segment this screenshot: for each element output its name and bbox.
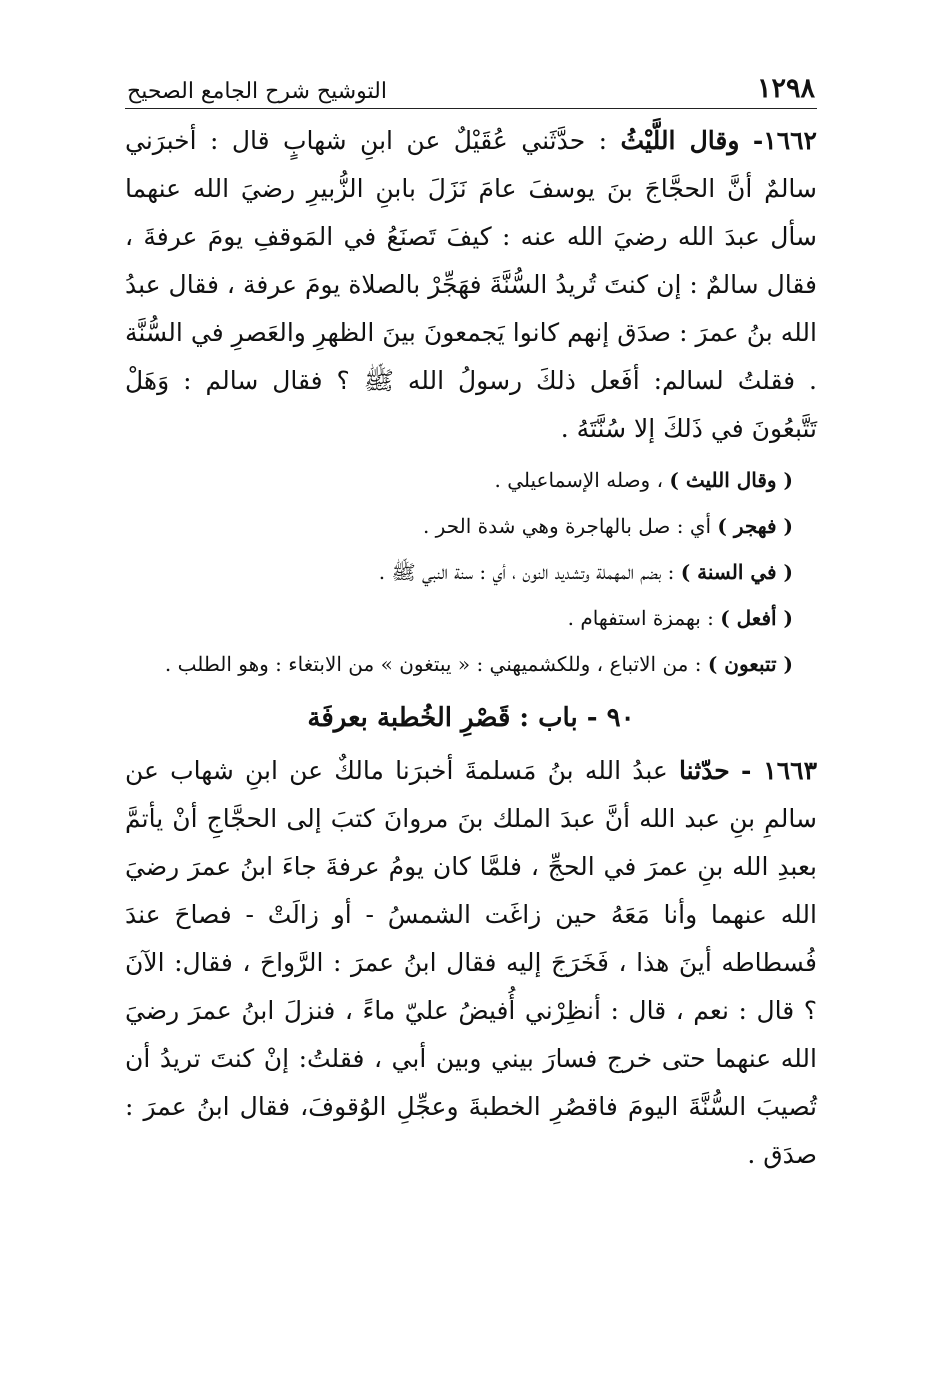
running-title: التوشيح شرح الجامع الصحيح bbox=[127, 79, 387, 104]
page-header bbox=[125, 60, 817, 109]
page-number: ١٢٩٨ bbox=[756, 73, 815, 104]
note-gloss: : بهمزة استفهام . bbox=[567, 606, 714, 630]
commentary-note bbox=[125, 503, 817, 549]
hadith-narrator-lead: حدّثنا bbox=[679, 756, 730, 785]
commentary-note bbox=[125, 457, 817, 503]
note-term: ( فهجر ) bbox=[717, 514, 793, 538]
hadith-text: عبدُ الله بنُ مَسلمةَ أخبرَنا مالكٌ عن ابنِ شهاب عن سالمِ بنِ عبد الله أنَّ عبدَ الملك بنَ مروانَ كتبَ إلى الحجَّاجِ أنْ يأتمَّ بعبدِ الله بنِ عمرَ في الحجِّ ، فلمَّا كان يومُ عرفةَ جاءَ ابنُ عمرَ رضيَ الله عنهما وأنا مَعَهُ حين زاغَت الشمسُ - أو زالَتْ - فصاحَ عندَ فُسطاطه أينَ هذا ، فَخَرَجَ إليه فقال ابنُ عمرَ : الرَّواحَ ، فقال: الآنَ ؟ قال : نعم ، قال : أنظِرْني أُفيضُ عليّ ماءً ، فنزلَ ابنُ عمرَ رضيَ الله عنهما حتى خرج فسارَ بيني وبين أبي ، فقلتُ: إنْ كنتَ تريدُ أن تُصيبَ السُّنَّةَ اليومَ فاقصُرِ الخطبةَ وعجِّلِ الوُقوفَ، فقال ابنُ عمرَ : صدَق . bbox=[125, 756, 817, 1169]
book-page bbox=[125, 60, 817, 1320]
note-term: ( وقال الليث ) bbox=[669, 468, 793, 492]
hadith-1663 bbox=[125, 747, 817, 1179]
commentary-note bbox=[125, 595, 817, 641]
note-gloss: : بضم المهملة وتشديد النون ، أي : سنة النبي ﷺ . bbox=[378, 560, 675, 584]
note-term: ( أفعل ) bbox=[720, 606, 793, 630]
hadith-number: ١٦٦٢- bbox=[752, 126, 817, 155]
commentary-note bbox=[125, 641, 817, 687]
chapter-heading: ٩٠ - باب : قَصْرِ الخُطبة بعرفَة bbox=[307, 703, 635, 733]
hadith-text: : حدَّثَني عُقَيْلٌ عن ابنِ شهابٍ قال : أخبرَني سالمٌ أنَّ الحجَّاجَ بنَ يوسفَ عامَ نَزَلَ بابنِ الزُّبيرِ رضيَ الله عنهما سأل عبدَ الله رضيَ الله عنه : كيفَ تَصنَعُ في المَوقفِ يومَ عرفةَ ، فقال سالمٌ : إن كنتَ تُريدُ السُّنَّةَ فهَجِّرْ بالصلاة يومَ عرفة ، فقال عبدُ الله بنُ عمرَ : صدَق إنهم كانوا يَجمعونَ بينَ الظهرِ والعَصرِ في السُّنَّة . فقلتُ لسالم: أفَعل ذلكَ رسولُ الله ﷺ ؟ فقال سالم : وَهَلْ تَتَّبعُونَ في ذَلكَ إلا سُنَّتَهُ . bbox=[125, 126, 817, 443]
note-gloss: : من الاتباع ، وللكشميهني : « يبتغون » من الابتغاء : وهو الطلب . bbox=[164, 652, 702, 676]
note-gloss: أي : صل بالهاجرة وهي شدة الحر . bbox=[422, 514, 712, 538]
note-gloss: ، وصله الإسماعيلي . bbox=[494, 468, 664, 492]
commentary-notes bbox=[125, 457, 817, 687]
note-term: ( في السنة ) bbox=[680, 560, 793, 584]
commentary-note bbox=[125, 549, 817, 595]
hadith-number: ١٦٦٣ - bbox=[740, 756, 817, 785]
hadith-narrator-lead: وقال اللَّيْثُ bbox=[620, 126, 740, 155]
note-term: ( تتبعون ) bbox=[707, 652, 793, 676]
hadith-1662 bbox=[125, 117, 817, 453]
